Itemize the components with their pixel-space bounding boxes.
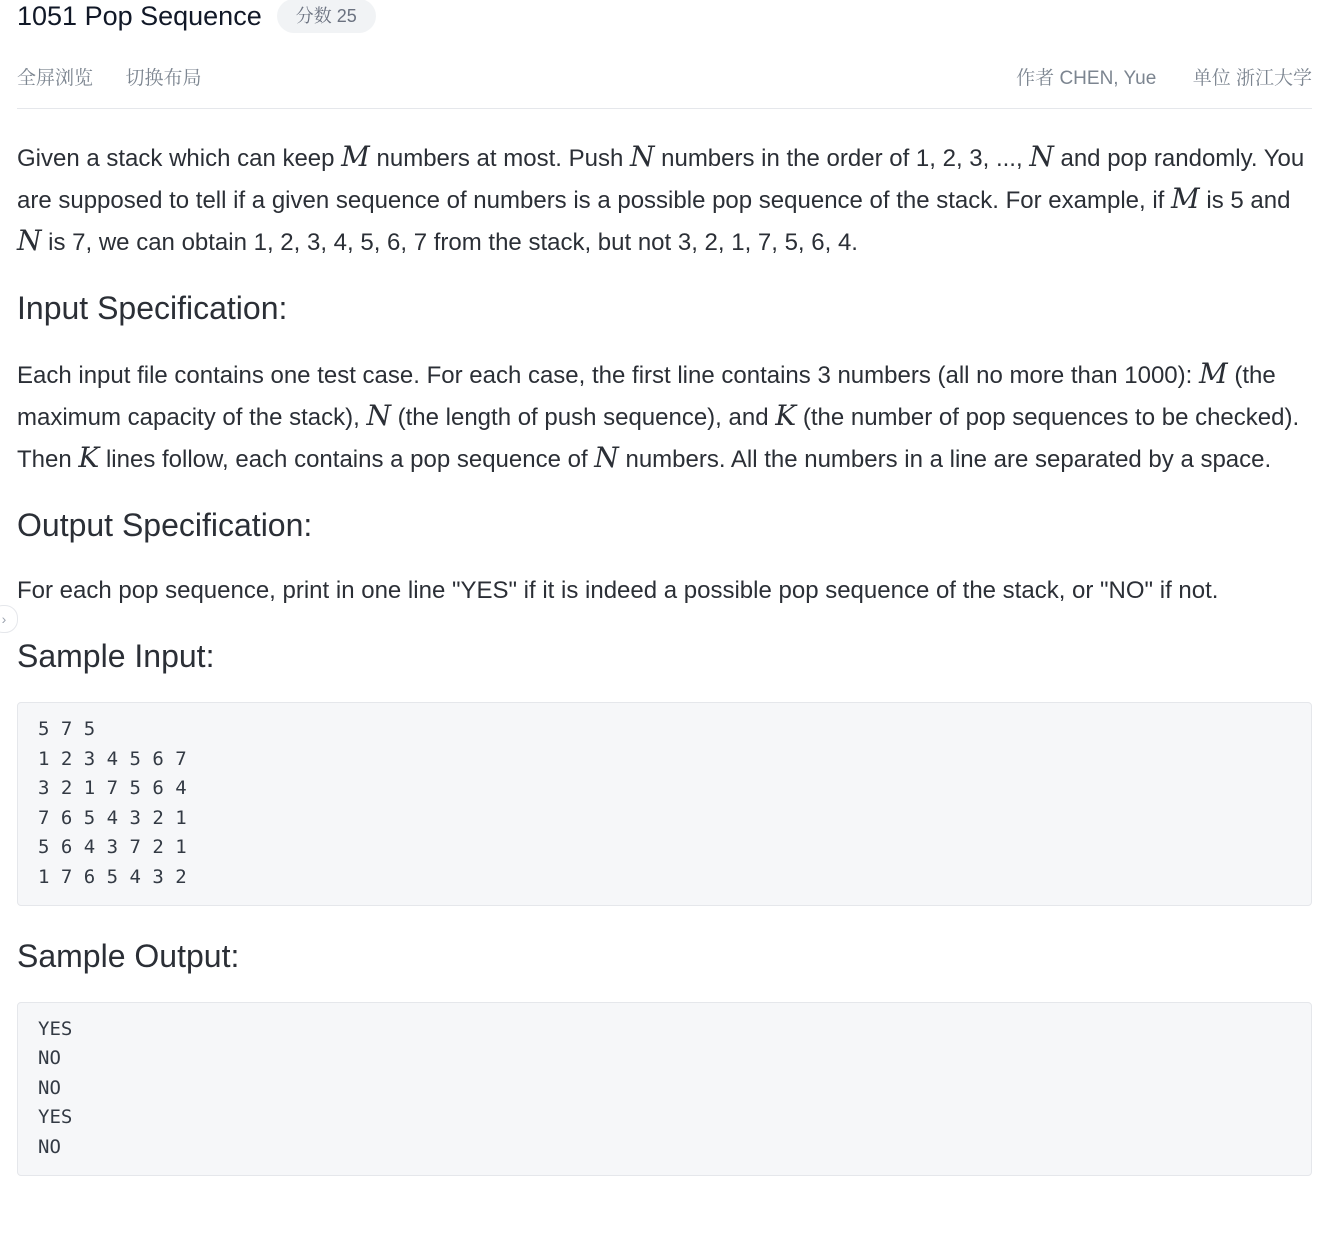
var-k: K	[78, 441, 100, 474]
sample-output-heading: Sample Output:	[17, 937, 240, 974]
sample-output-code[interactable]: YES NO NO YES NO	[17, 1002, 1312, 1176]
problem-description: Given a stack which can keep M numbers at most. Push N numbers in the order of 1, 2, 3, ..., N and pop randomly. You are supposed to tell if a given sequence of numbers is a possible pop sequence of the stack. For example, if M is 5 and N is 7, we can obtain 1, 2, 3, 4, 5, 6, 7 from the stack, but not 3, 2, 1, 7, 5, 6, 4.	[17, 140, 1305, 257]
var-n: N	[17, 224, 42, 257]
toolbar	[17, 60, 1312, 109]
var-n: N	[594, 441, 619, 474]
toolbar-actions	[17, 63, 229, 90]
problem-meta	[984, 63, 1312, 90]
problem-content	[17, 137, 1312, 1176]
chevron-right-icon: ›	[1, 611, 7, 627]
var-n: N	[1029, 140, 1054, 173]
title-row	[17, 0, 1312, 32]
var-k: K	[775, 399, 797, 432]
score-badge: 分数 25	[277, 0, 376, 33]
sidebar-toggle-button[interactable]	[0, 605, 18, 633]
sample-input-heading: Sample Input:	[17, 638, 215, 674]
var-m: M	[341, 140, 370, 173]
input-spec-text: Each input file contains one test case. For each case, the first line contains 3 numbers (all no more than 1000): M (the maximum capacity of the stack), N (the length of push sequence), and K (the number of pop sequences to be checked). Then K lines follow, each contains a pop sequence of N numbers. All the numbers in a line are separated by a space.	[17, 357, 1300, 474]
fullscreen-button[interactable]: 全屏浏览	[17, 67, 94, 89]
var-n: N	[366, 399, 391, 432]
sample-input-code[interactable]: 5 7 5 1 2 3 4 5 6 7 3 2 1 7 5 6 4 7 6 5 4 3 2 1 5 6 4 3 7 2 1 1 7 6 5 4 3 2	[17, 702, 1312, 906]
output-spec-text: For each pop sequence, print in one line "YES" if it is indeed a possible pop sequence of the stack, or "NO" if not.	[17, 577, 1219, 604]
toggle-layout-button[interactable]: 切换布局	[125, 67, 202, 89]
input-spec-heading: Input Specification:	[17, 290, 288, 326]
var-n: N	[629, 140, 655, 173]
unit-text: 单位 浙江大学	[1192, 67, 1312, 89]
problem-page	[17, 0, 1312, 1176]
var-m: M	[1198, 357, 1228, 390]
var-m: M	[1171, 182, 1200, 215]
output-spec-heading: Output Specification:	[17, 507, 313, 543]
author-text: 作者 CHEN, Yue	[1016, 67, 1157, 89]
problem-title: 1051 Pop Sequence	[17, 1, 262, 31]
